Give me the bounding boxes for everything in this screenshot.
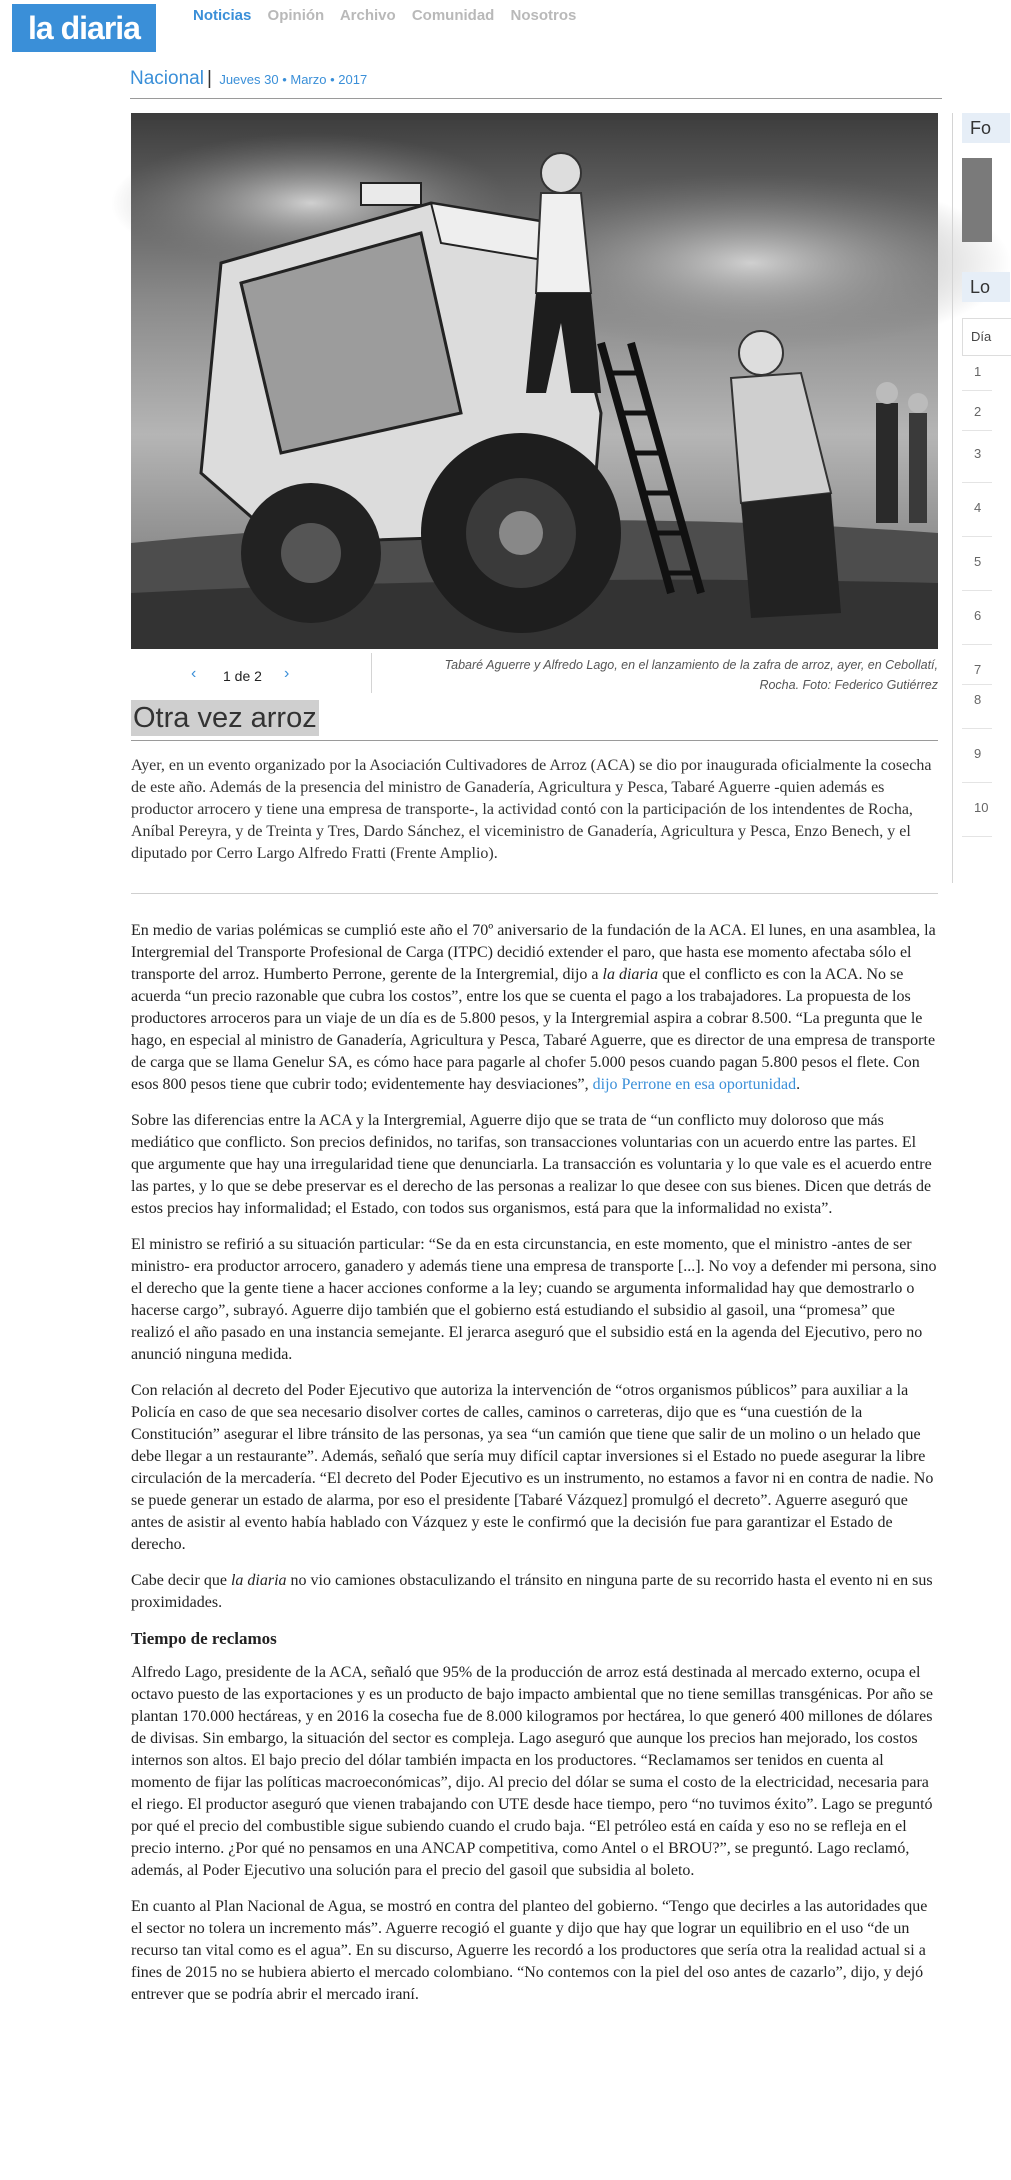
lead-divider	[131, 893, 938, 894]
ranking-number[interactable]: 6	[974, 608, 982, 623]
body-paragraph: Cabe decir que la diaria no vio camiones obstaculizando el tránsito en ninguna parte de su recorrido hasta el evento ni en sus proximidades.	[131, 1572, 933, 1611]
gallery-next-button[interactable]: ›	[284, 665, 290, 682]
sidebar-header-lo-mas[interactable]: Lo	[962, 272, 1010, 302]
ranking-number[interactable]: 3	[974, 446, 982, 461]
body-paragraph: En medio de varias polémicas se cumplió este año el 70º aniversario de la fundación de la ACA. El lunes, en una asamblea, la Intergremial del Transporte Profesional de Carga (ITPC) decidió extender el paro, que hasta ese momento afectaba sólo el transporte del arroz. Humberto Perrone, gerente de la Intergremial, dijo a la diaria que el conflicto es con la ACA. No se acuerda “un precio razonable que cubra los costos”, entre los que se cuenta el pago a los trabajadores. La propuesta de los productores arroceros para un viaje de un día es de 5.800 pesos, y la Intergremial aspira a cobrar 8.500. “La pregunta que le hago, en especial al ministro de Ganadería, Agricultura y Pesca, Tabaré Aguerre, que es director de una empresa de transporte de carga que se llama Genelur SA, es cómo hace para pagarle al chofer 5.000 pesos cuando pagan 5.800 pesos el flete. Con esos 800 pesos tiene que cubrir todo; evidentemente hay desviaciones”, dijo Perrone en esa oportunidad.	[131, 922, 936, 1093]
ranking-number[interactable]: 1	[974, 364, 982, 379]
ranking-divider	[962, 590, 992, 591]
ranking-number[interactable]: 5	[974, 554, 982, 569]
ranking-number[interactable]: 9	[974, 746, 982, 761]
article-headline: Otra vez arroz	[133, 702, 317, 734]
publication-name: la diaria	[230, 1572, 287, 1589]
article-subheading: Tiempo de reclamos	[131, 1629, 277, 1648]
ranking-divider	[962, 430, 992, 431]
ranking-divider	[962, 644, 992, 645]
section-name[interactable]: Nacional	[130, 68, 204, 89]
nav-item-nosotros[interactable]: Nosotros	[510, 7, 577, 24]
harvester-photo-illustration	[131, 113, 938, 649]
ranking-divider	[962, 728, 992, 729]
headline-divider	[131, 740, 938, 741]
gallery-nav	[131, 653, 372, 693]
nav-item-comunidad[interactable]: Comunidad	[411, 7, 495, 24]
article-date: Jueves 30 • Marzo • 2017	[219, 72, 368, 87]
gallery-prev-button[interactable]: ‹	[191, 665, 197, 682]
photo-caption: Tabaré Aguerre y Alfredo Lago, en el lanzamiento de la zafra de arroz, ayer, en Cebollatí, Rocha. Foto: Federico Gutiérrez	[444, 658, 938, 692]
ranking-number[interactable]: 7	[974, 662, 982, 677]
ranking-divider	[962, 390, 992, 391]
body-paragraph: Sobre las diferencias entre la ACA y la Intergremial, Aguerre dijo que se trata de “un conflicto muy doloroso que más mediático que conflicto. Son precios definidos, no tarifas, son transacciones voluntarias con un acuerdo entre las partes. El que argumente que hay una irregularidad tiene que denunciarla. La transacción es voluntaria y lo que vale es el acuerdo entre las partes, y lo que se debe preservar es el derecho de las personas a realizar lo que desee con sus bienes. Dicen que detrás de estos precios hay informalidad; el Estado, con todos sus organismos, está para que la informalidad no exista”.	[131, 1112, 932, 1217]
sidebar-tab-dia[interactable]: Día	[962, 318, 1011, 356]
sidebar-divider	[952, 113, 953, 883]
ranking-divider	[962, 782, 992, 783]
body-paragraph: El ministro se refirió a su situación particular: “Se da en esta circunstancia, en este momento, que el ministro -antes de ser ministro- era productor arrocero, ganadero y además tiene una empresa de transporte [...]. No voy a defender mi persona, sino el derecho que la gente tiene a hacer acciones conforme a la ley; cuando se argumenta informalidad hay que demostrarlo o hacerse cargo”, subrayó. Aguerre dijo también que el gobierno está estudiando el subsidio al gasoil, una “promesa” que realizó el año pasado en una instancia semejante. El jerarca aseguró que el subsidio está en la agenda del Ejecutivo, pero no anunció ninguna medida.	[131, 1236, 937, 1363]
perrone-link[interactable]: dijo Perrone en esa oportunidad	[592, 1076, 797, 1093]
site-logo[interactable]: la diaria	[12, 4, 156, 52]
ranking-divider	[962, 482, 992, 483]
article-photo[interactable]	[131, 113, 938, 649]
main-nav	[193, 7, 588, 24]
section-separator: |	[206, 68, 212, 89]
nav-item-noticias[interactable]: Noticias	[193, 7, 252, 24]
sidebar-thumbnail[interactable]	[962, 158, 992, 242]
ranking-number[interactable]: 2	[974, 404, 982, 419]
sidebar-header-fotos[interactable]: Fo	[962, 113, 1010, 143]
body-paragraph: En cuanto al Plan Nacional de Agua, se mostró en contra del planteo del gobierno. “Tengo que decirles a las autoridades que el sector no tolera un incremento más”. Aguerre recogió el guante y dijo que hay que lograr un equilibrio en el uso “de un recurso tan vital como es el agua”. En su discurso, Aguerre les recordó a los productores que sería otra la realidad actual si a fines de 2015 no se hubiera abierto el mercado colombiano. “No contemos con la piel del oso antes de cazarlo”, dijo, y dejó entrever que se podría abrir el mercado iraní.	[131, 1898, 928, 2003]
ranking-divider	[962, 536, 992, 537]
ranking-number[interactable]: 8	[974, 692, 982, 707]
body-paragraph: Alfredo Lago, presidente de la ACA, señaló que 95% de la producción de arroz está destinada al mercado externo, ocupa el octavo puesto de las exportaciones y es un producto de bajo impacto ambiental que no tiene semillas transgénicas. Por año se plantan 170.000 hectáreas, y en 2016 la cosecha fue de 8.000 kilogramos por hectárea, lo que generó 400 millones de dólares de divisas. Sin embargo, la situación del sector es compleja. Lago aseguró que aunque los precios han mejorado, los costos internos son altos. El bajo precio del dólar también impacta en los productores. “Reclamamos ser tenidos en cuenta al momento de fijar las políticas macroeconómicas”, dijo. Al precio del dólar se suma el costo de la electricidad, necesaria para el riego. El productor aseguró que vienen trabajando con UTE desde hace tiempo, pero “no tuvimos éxito”. Lago se preguntó por qué el precio del combustible sigue subiendo cuando el crudo baja. “El petróleo está en caída y eso no se refleja en el precio interno. ¿Por qué no pensamos en una ANCAP competitiva, como Antel o el BROU?”, se preguntó. Lago reclamó, además, al Poder Ejecutivo una solución para el precio del gasoil que subsidia al boleto.	[131, 1664, 933, 1879]
article-body	[131, 920, 938, 2020]
section-header	[130, 68, 942, 99]
body-paragraph: Con relación al decreto del Poder Ejecutivo que autoriza la intervención de “otros organismos públicos” para auxiliar a la Policía en caso de que sea necesario disolver cortes de calles, caminos o carreteras, dijo que es “una cuestión de la Constitución” asegurar el libre tránsito de las personas, ya sea “un camión que tiene que salir de un molino o un helado que debe llegar a un restaurante”. Además, señaló que sería muy difícil captar inversiones si el Estado no puede asegurar la libre circulación de la mercadería. “El decreto del Poder Ejecutivo es un instrumento, no estamos a favor ni en contra de nadie. No se puede generar un estado de alarma, por eso el presidente [Tabaré Vázquez] promulgó el decreto”. Aguerre aseguró que antes de asistir al evento había hablado con Vázquez y este le confirmó que la decisión fue para garantizar el Estado de derecho.	[131, 1382, 934, 1553]
ranking-divider	[962, 836, 992, 837]
ranking-divider	[962, 684, 992, 685]
ranking-number[interactable]: 4	[974, 500, 982, 515]
publication-name: la diaria	[602, 966, 659, 983]
nav-item-opinion[interactable]: Opinión	[267, 7, 325, 24]
article-lead: Ayer, en un evento organizado por la Asociación Cultivadores de Arroz (ACA) se dio por inaugurada oficialmente la cosecha de este año. Además de la presencia del ministro de Ganadería, Agricultura y Pesca, Tabaré Aguerre -quien además es productor arrocero y tiene una empresa de transporte-, la actividad contó con la participación de los intendentes de Rocha, Aníbal Pereyra, y de Treinta y Tres, Dardo Sánchez, el viceministro de Ganadería, Agricultura y Pesca, Enzo Benech, y el diputado por Cerro Largo Alfredo Fratti (Frente Amplio).	[131, 757, 932, 862]
ranking-number[interactable]: 10	[974, 800, 989, 815]
gallery-counter: 1 de 2	[223, 668, 262, 684]
nav-item-archivo[interactable]: Archivo	[339, 7, 396, 24]
